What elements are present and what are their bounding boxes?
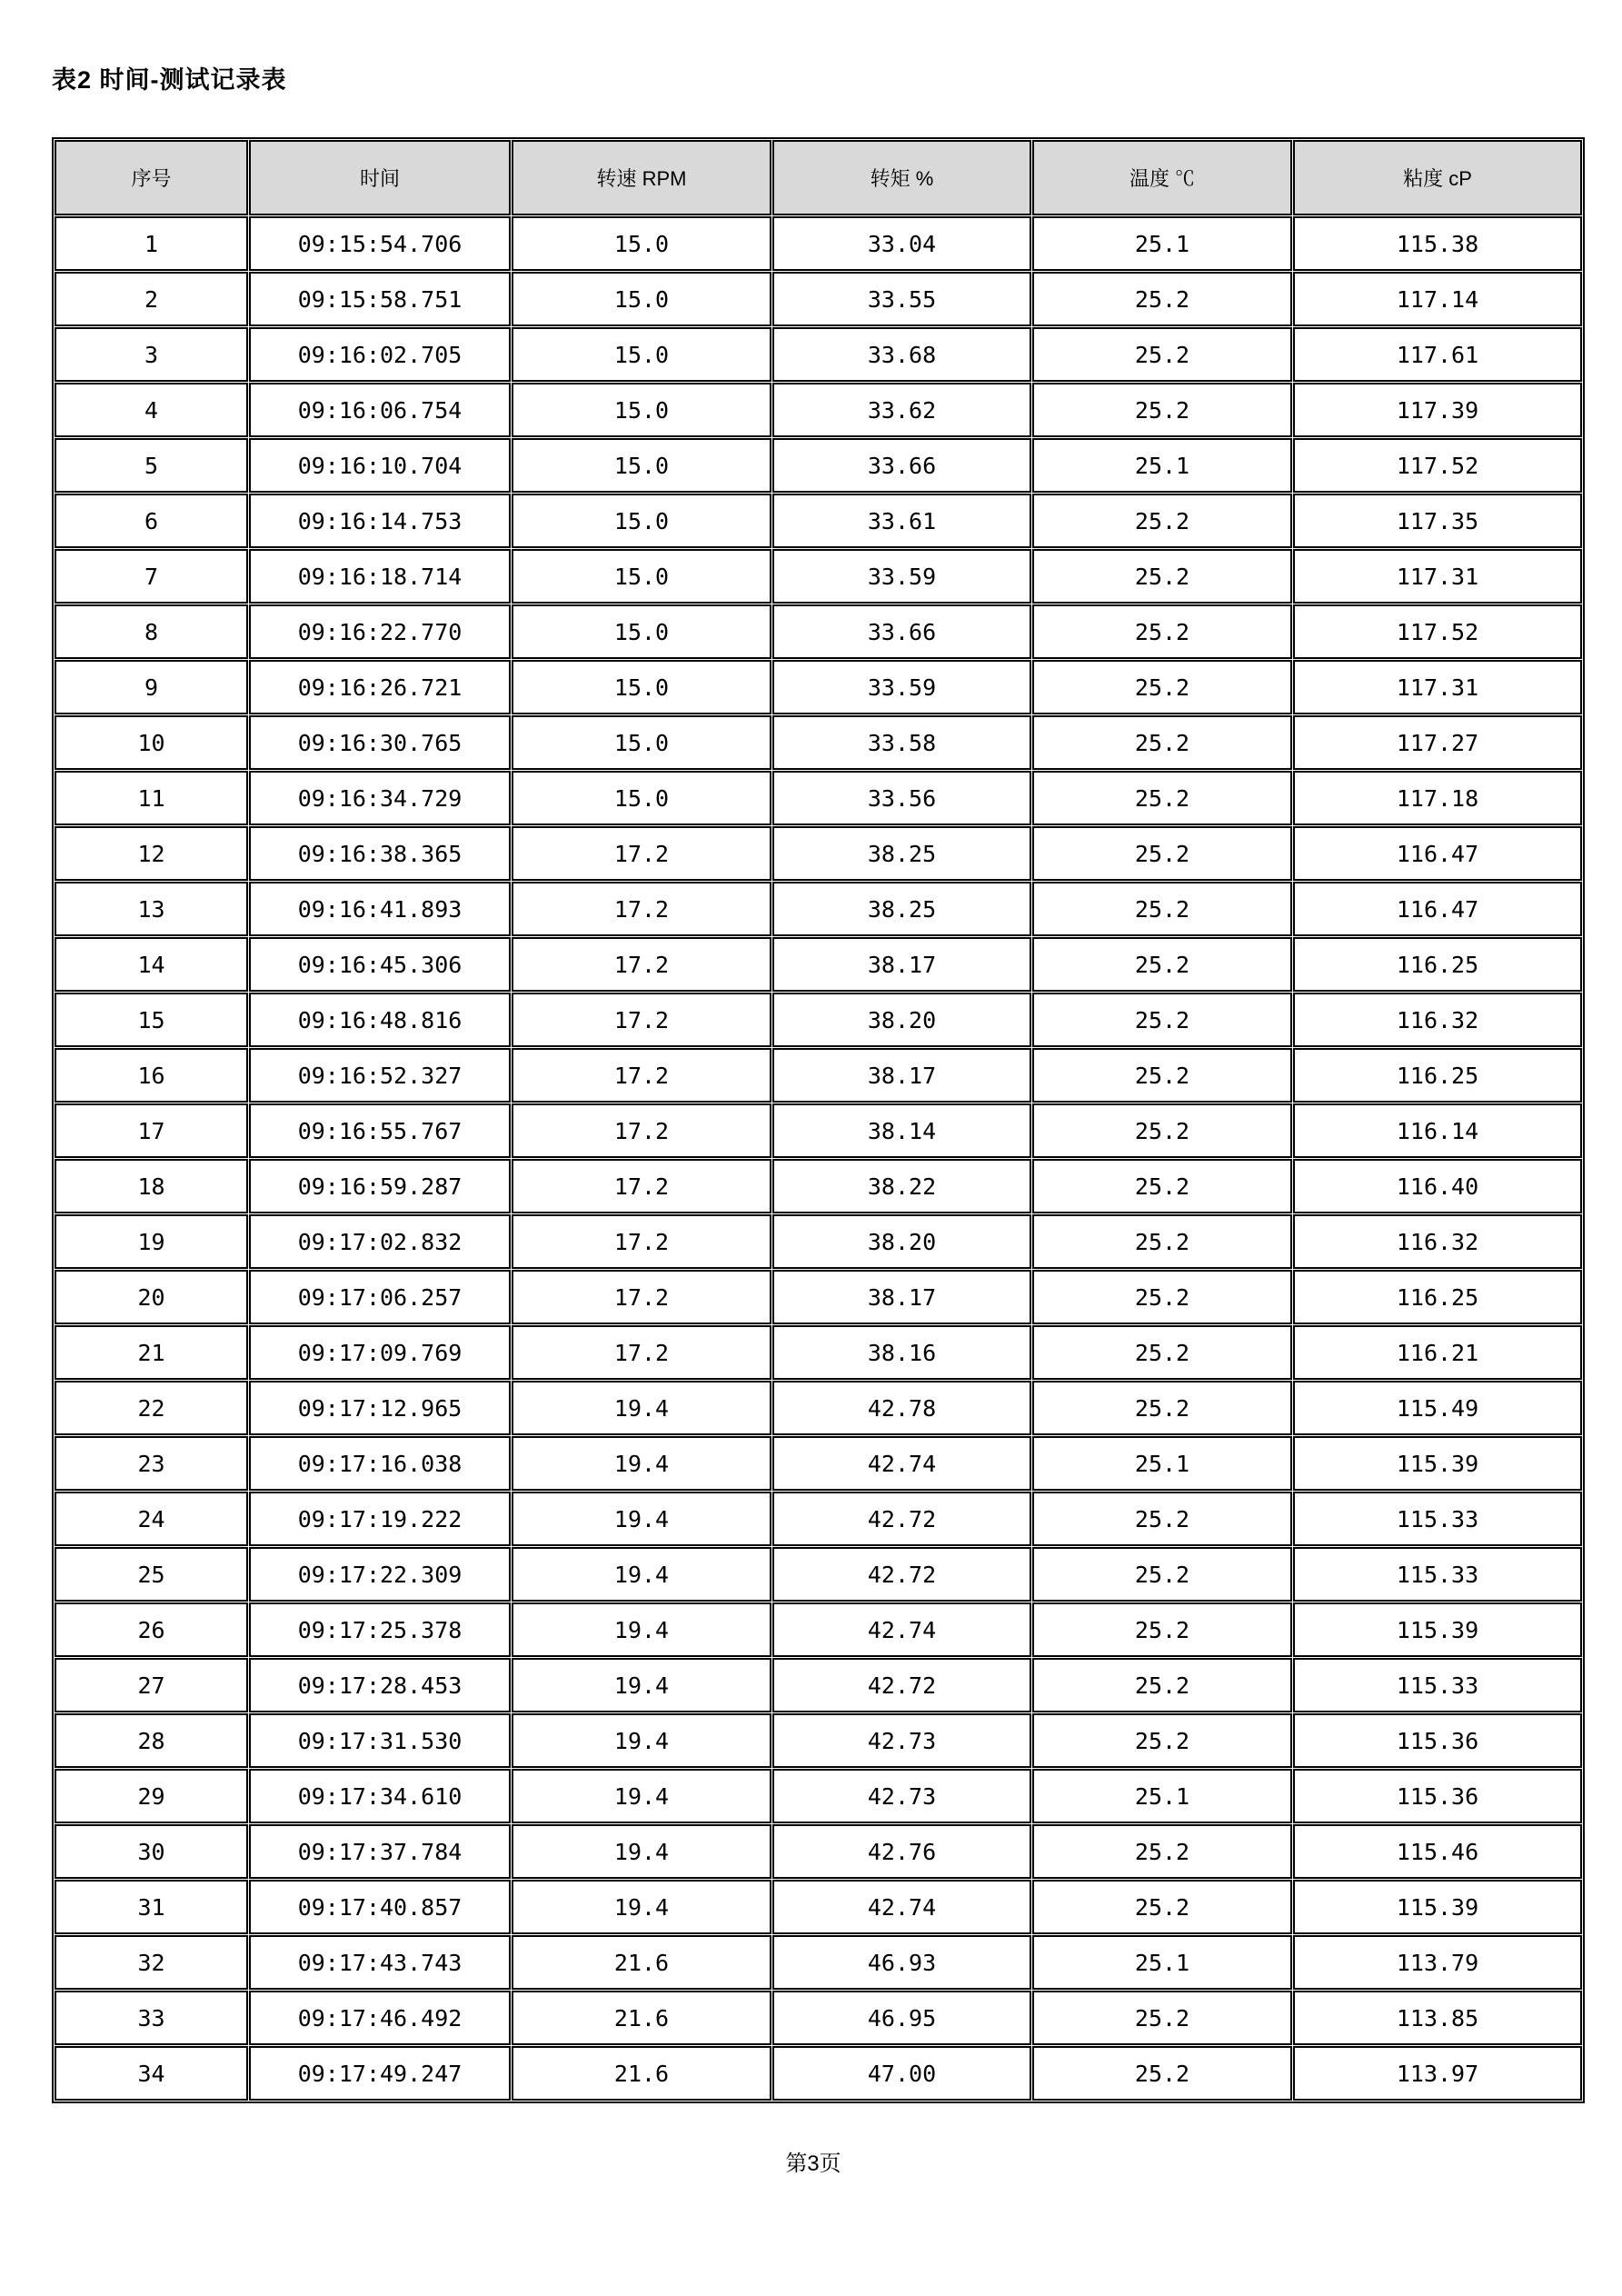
table-cell: 115.36 bbox=[1293, 1769, 1582, 1823]
table-cell: 25.2 bbox=[1032, 272, 1292, 326]
table-cell: 21.6 bbox=[512, 1935, 771, 1990]
table-row bbox=[55, 1159, 1582, 1213]
table-cell: 15.0 bbox=[512, 216, 771, 271]
table-cell: 25.1 bbox=[1032, 1769, 1292, 1823]
table-cell: 21 bbox=[55, 1325, 248, 1380]
table-cell: 25.2 bbox=[1032, 660, 1292, 714]
table-cell: 09:15:58.751 bbox=[249, 272, 511, 326]
table-cell: 17.2 bbox=[512, 937, 771, 992]
table-cell: 33.61 bbox=[772, 494, 1031, 548]
table-cell: 25.2 bbox=[1032, 1048, 1292, 1103]
table-row bbox=[55, 1991, 1582, 2045]
table-cell: 09:16:18.714 bbox=[249, 549, 511, 604]
table-cell: 15.0 bbox=[512, 327, 771, 382]
table-cell: 21.6 bbox=[512, 1991, 771, 2045]
table-row bbox=[55, 327, 1582, 382]
table-cell: 15.0 bbox=[512, 438, 771, 493]
table-cell: 25.2 bbox=[1032, 494, 1292, 548]
table-row bbox=[55, 1713, 1582, 1768]
table-row bbox=[55, 604, 1582, 659]
table-row bbox=[55, 549, 1582, 604]
table-cell: 14 bbox=[55, 937, 248, 992]
table-cell: 25.1 bbox=[1032, 438, 1292, 493]
table-cell: 115.33 bbox=[1293, 1658, 1582, 1712]
table-cell: 42.74 bbox=[772, 1602, 1031, 1657]
table-row bbox=[55, 2046, 1582, 2101]
table-cell: 15.0 bbox=[512, 272, 771, 326]
table-cell: 115.39 bbox=[1293, 1602, 1582, 1657]
column-header: 粘度 cP bbox=[1293, 140, 1582, 215]
table-cell: 09:16:34.729 bbox=[249, 771, 511, 825]
table-cell: 15.0 bbox=[512, 660, 771, 714]
table-cell: 25.2 bbox=[1032, 1547, 1292, 1602]
table-cell: 46.95 bbox=[772, 1991, 1031, 2045]
table-cell: 116.32 bbox=[1293, 993, 1582, 1047]
table-cell: 25.2 bbox=[1032, 1492, 1292, 1546]
table-cell: 25.1 bbox=[1032, 216, 1292, 271]
table-cell: 25.2 bbox=[1032, 715, 1292, 770]
column-header: 序号 bbox=[55, 140, 248, 215]
table-cell: 21.6 bbox=[512, 2046, 771, 2101]
table-cell: 25.2 bbox=[1032, 1325, 1292, 1380]
table-cell: 46.93 bbox=[772, 1935, 1031, 1990]
table-cell: 113.79 bbox=[1293, 1935, 1582, 1990]
table-title: 表2 时间-测试记录表 bbox=[52, 66, 287, 94]
table-cell: 25.2 bbox=[1032, 604, 1292, 659]
table-cell: 09:15:54.706 bbox=[249, 216, 511, 271]
table-cell: 28 bbox=[55, 1713, 248, 1768]
table-row bbox=[55, 1880, 1582, 1934]
table-row bbox=[55, 993, 1582, 1047]
table-cell: 13 bbox=[55, 882, 248, 936]
table-cell: 34 bbox=[55, 2046, 248, 2101]
table-cell: 116.25 bbox=[1293, 1270, 1582, 1324]
table-cell: 25.2 bbox=[1032, 937, 1292, 992]
table-cell: 25.2 bbox=[1032, 1270, 1292, 1324]
table-cell: 42.72 bbox=[772, 1658, 1031, 1712]
table-cell: 33.56 bbox=[772, 771, 1031, 825]
table-cell: 09:16:55.767 bbox=[249, 1103, 511, 1158]
table-cell: 12 bbox=[55, 826, 248, 881]
table-cell: 115.46 bbox=[1293, 1824, 1582, 1879]
table-cell: 25.2 bbox=[1032, 327, 1292, 382]
table-cell: 33.55 bbox=[772, 272, 1031, 326]
table-cell: 116.47 bbox=[1293, 882, 1582, 936]
table-cell: 115.36 bbox=[1293, 1713, 1582, 1768]
page-number: 第3页 bbox=[785, 2151, 841, 2176]
table-cell: 27 bbox=[55, 1658, 248, 1712]
table-cell: 16 bbox=[55, 1048, 248, 1103]
table-cell: 8 bbox=[55, 604, 248, 659]
table-cell: 09:17:02.832 bbox=[249, 1214, 511, 1269]
table-cell: 33.66 bbox=[772, 604, 1031, 659]
table-cell: 116.14 bbox=[1293, 1103, 1582, 1158]
table-cell: 15.0 bbox=[512, 549, 771, 604]
table-cell: 15.0 bbox=[512, 383, 771, 437]
table-cell: 117.31 bbox=[1293, 549, 1582, 604]
table-cell: 17.2 bbox=[512, 1048, 771, 1103]
table-cell: 19.4 bbox=[512, 1602, 771, 1657]
table-cell: 09:16:02.705 bbox=[249, 327, 511, 382]
table-cell: 5 bbox=[55, 438, 248, 493]
table-cell: 6 bbox=[55, 494, 248, 548]
table-cell: 33.04 bbox=[772, 216, 1031, 271]
table-row bbox=[55, 1270, 1582, 1324]
table-cell: 115.33 bbox=[1293, 1492, 1582, 1546]
table-row bbox=[55, 771, 1582, 825]
table-cell: 2 bbox=[55, 272, 248, 326]
table-cell: 15.0 bbox=[512, 604, 771, 659]
table-cell: 113.85 bbox=[1293, 1991, 1582, 2045]
table-cell: 25.2 bbox=[1032, 1381, 1292, 1435]
table-cell: 7 bbox=[55, 549, 248, 604]
table-cell: 117.31 bbox=[1293, 660, 1582, 714]
column-header: 转速 RPM bbox=[512, 140, 771, 215]
table-cell: 25.2 bbox=[1032, 1991, 1292, 2045]
table-cell: 09:17:25.378 bbox=[249, 1602, 511, 1657]
table-cell: 19.4 bbox=[512, 1492, 771, 1546]
table-cell: 38.25 bbox=[772, 826, 1031, 881]
table-cell: 25.2 bbox=[1032, 771, 1292, 825]
table-cell: 25.2 bbox=[1032, 1658, 1292, 1712]
table-cell: 1 bbox=[55, 216, 248, 271]
table-cell: 33 bbox=[55, 1991, 248, 2045]
table-cell: 17.2 bbox=[512, 993, 771, 1047]
table-cell: 17.2 bbox=[512, 1325, 771, 1380]
table-cell: 25.2 bbox=[1032, 882, 1292, 936]
table-cell: 17.2 bbox=[512, 1270, 771, 1324]
table-cell: 25.2 bbox=[1032, 2046, 1292, 2101]
table-cell: 17.2 bbox=[512, 882, 771, 936]
table-cell: 17.2 bbox=[512, 1214, 771, 1269]
table-cell: 09:17:06.257 bbox=[249, 1270, 511, 1324]
table-cell: 25.2 bbox=[1032, 1159, 1292, 1213]
table-row bbox=[55, 1602, 1582, 1657]
table-cell: 17 bbox=[55, 1103, 248, 1158]
table-row bbox=[55, 494, 1582, 548]
table-row bbox=[55, 660, 1582, 714]
table-cell: 115.39 bbox=[1293, 1880, 1582, 1934]
table-cell: 38.17 bbox=[772, 1270, 1031, 1324]
table-cell: 33.59 bbox=[772, 549, 1031, 604]
table-cell: 25.2 bbox=[1032, 1824, 1292, 1879]
table-cell: 38.20 bbox=[772, 993, 1031, 1047]
table-cell: 25.2 bbox=[1032, 1713, 1292, 1768]
table-cell: 117.14 bbox=[1293, 272, 1582, 326]
table-cell: 19.4 bbox=[512, 1880, 771, 1934]
table-row bbox=[55, 438, 1582, 493]
table-cell: 09:16:41.893 bbox=[249, 882, 511, 936]
table-cell: 116.25 bbox=[1293, 937, 1582, 992]
table-cell: 33.62 bbox=[772, 383, 1031, 437]
table-cell: 38.14 bbox=[772, 1103, 1031, 1158]
table-cell: 15 bbox=[55, 993, 248, 1047]
table-cell: 09:17:22.309 bbox=[249, 1547, 511, 1602]
table-cell: 31 bbox=[55, 1880, 248, 1934]
table-cell: 25.2 bbox=[1032, 1602, 1292, 1657]
table-cell: 116.25 bbox=[1293, 1048, 1582, 1103]
table-cell: 09:16:06.754 bbox=[249, 383, 511, 437]
table-row bbox=[55, 1325, 1582, 1380]
table-cell: 33.59 bbox=[772, 660, 1031, 714]
table-cell: 25.2 bbox=[1032, 1103, 1292, 1158]
table-cell: 113.97 bbox=[1293, 2046, 1582, 2101]
table-row bbox=[55, 272, 1582, 326]
table-cell: 10 bbox=[55, 715, 248, 770]
table-cell: 09:17:09.769 bbox=[249, 1325, 511, 1380]
table-cell: 38.17 bbox=[772, 1048, 1031, 1103]
table-cell: 115.49 bbox=[1293, 1381, 1582, 1435]
table-cell: 32 bbox=[55, 1935, 248, 1990]
table-cell: 09:17:28.453 bbox=[249, 1658, 511, 1712]
table-cell: 33.68 bbox=[772, 327, 1031, 382]
table-cell: 42.73 bbox=[772, 1713, 1031, 1768]
table-cell: 42.72 bbox=[772, 1547, 1031, 1602]
table-cell: 17.2 bbox=[512, 1103, 771, 1158]
table-cell: 19.4 bbox=[512, 1769, 771, 1823]
column-header: 时间 bbox=[249, 140, 511, 215]
table-cell: 17.2 bbox=[512, 826, 771, 881]
table-cell: 4 bbox=[55, 383, 248, 437]
table-cell: 3 bbox=[55, 327, 248, 382]
header-row bbox=[55, 140, 1582, 215]
table-cell: 33.66 bbox=[772, 438, 1031, 493]
table-cell: 29 bbox=[55, 1769, 248, 1823]
table-cell: 09:16:52.327 bbox=[249, 1048, 511, 1103]
table-row bbox=[55, 1658, 1582, 1712]
table-cell: 25.2 bbox=[1032, 549, 1292, 604]
table-row bbox=[55, 1103, 1582, 1158]
table-row bbox=[55, 1048, 1582, 1103]
table-cell: 09:16:22.770 bbox=[249, 604, 511, 659]
table-row bbox=[55, 216, 1582, 271]
table-cell: 09:17:16.038 bbox=[249, 1436, 511, 1491]
table-cell: 116.21 bbox=[1293, 1325, 1582, 1380]
table-row bbox=[55, 1769, 1582, 1823]
table-row bbox=[55, 383, 1582, 437]
table-cell: 38.16 bbox=[772, 1325, 1031, 1380]
table-cell: 09:17:12.965 bbox=[249, 1381, 511, 1435]
table-cell: 26 bbox=[55, 1602, 248, 1657]
table-cell: 116.40 bbox=[1293, 1159, 1582, 1213]
table-row bbox=[55, 1547, 1582, 1602]
table-row bbox=[55, 826, 1582, 881]
table-cell: 19.4 bbox=[512, 1381, 771, 1435]
table-cell: 47.00 bbox=[772, 2046, 1031, 2101]
table-cell: 09:17:37.784 bbox=[249, 1824, 511, 1879]
table-cell: 25.2 bbox=[1032, 1880, 1292, 1934]
table-cell: 15.0 bbox=[512, 715, 771, 770]
table-cell: 115.33 bbox=[1293, 1547, 1582, 1602]
column-header: 转矩 % bbox=[772, 140, 1031, 215]
table-cell: 09:17:46.492 bbox=[249, 1991, 511, 2045]
table-row bbox=[55, 882, 1582, 936]
table-cell: 09:16:30.765 bbox=[249, 715, 511, 770]
column-header: 温度 ℃ bbox=[1032, 140, 1292, 215]
table-cell: 38.25 bbox=[772, 882, 1031, 936]
table-cell: 117.27 bbox=[1293, 715, 1582, 770]
table-cell: 38.17 bbox=[772, 937, 1031, 992]
table-cell: 15.0 bbox=[512, 771, 771, 825]
table-cell: 09:16:38.365 bbox=[249, 826, 511, 881]
table-cell: 19 bbox=[55, 1214, 248, 1269]
table-cell: 117.52 bbox=[1293, 438, 1582, 493]
table-cell: 117.39 bbox=[1293, 383, 1582, 437]
table-cell: 19.4 bbox=[512, 1713, 771, 1768]
table-cell: 09:16:10.704 bbox=[249, 438, 511, 493]
table-cell: 117.52 bbox=[1293, 604, 1582, 659]
table-cell: 24 bbox=[55, 1492, 248, 1546]
table-cell: 42.76 bbox=[772, 1824, 1031, 1879]
table-cell: 15.0 bbox=[512, 494, 771, 548]
table-cell: 116.32 bbox=[1293, 1214, 1582, 1269]
table-head bbox=[55, 140, 1582, 215]
table-cell: 42.78 bbox=[772, 1381, 1031, 1435]
table-cell: 09:16:14.753 bbox=[249, 494, 511, 548]
table-cell: 30 bbox=[55, 1824, 248, 1879]
table-row bbox=[55, 1824, 1582, 1879]
time-test-record-table bbox=[52, 137, 1585, 2103]
table-cell: 11 bbox=[55, 771, 248, 825]
table-cell: 09:16:26.721 bbox=[249, 660, 511, 714]
table-cell: 18 bbox=[55, 1159, 248, 1213]
table-cell: 20 bbox=[55, 1270, 248, 1324]
table-row bbox=[55, 1492, 1582, 1546]
table-cell: 42.74 bbox=[772, 1436, 1031, 1491]
table-cell: 17.2 bbox=[512, 1159, 771, 1213]
table-cell: 22 bbox=[55, 1381, 248, 1435]
table-cell: 25.2 bbox=[1032, 383, 1292, 437]
table-cell: 38.20 bbox=[772, 1214, 1031, 1269]
table-row bbox=[55, 1214, 1582, 1269]
table-cell: 116.47 bbox=[1293, 826, 1582, 881]
table-cell: 19.4 bbox=[512, 1658, 771, 1712]
table-cell: 25.1 bbox=[1032, 1935, 1292, 1990]
table-cell: 115.39 bbox=[1293, 1436, 1582, 1491]
table-cell: 19.4 bbox=[512, 1824, 771, 1879]
table-cell: 09:16:59.287 bbox=[249, 1159, 511, 1213]
table-cell: 25.2 bbox=[1032, 1214, 1292, 1269]
table-cell: 19.4 bbox=[512, 1436, 771, 1491]
table-cell: 25.2 bbox=[1032, 993, 1292, 1047]
table-cell: 25 bbox=[55, 1547, 248, 1602]
table-cell: 09:17:19.222 bbox=[249, 1492, 511, 1546]
table-row bbox=[55, 1381, 1582, 1435]
table-cell: 117.35 bbox=[1293, 494, 1582, 548]
table-cell: 25.2 bbox=[1032, 826, 1292, 881]
table-cell: 42.72 bbox=[772, 1492, 1031, 1546]
table-row bbox=[55, 715, 1582, 770]
table-cell: 09:16:45.306 bbox=[249, 937, 511, 992]
table-cell: 9 bbox=[55, 660, 248, 714]
table-cell: 33.58 bbox=[772, 715, 1031, 770]
table-cell: 117.18 bbox=[1293, 771, 1582, 825]
table-cell: 42.74 bbox=[772, 1880, 1031, 1934]
table-row bbox=[55, 1436, 1582, 1491]
table-cell: 25.1 bbox=[1032, 1436, 1292, 1491]
table-row bbox=[55, 1935, 1582, 1990]
table-cell: 23 bbox=[55, 1436, 248, 1491]
table-cell: 115.38 bbox=[1293, 216, 1582, 271]
table-row bbox=[55, 937, 1582, 992]
table-cell: 09:17:49.247 bbox=[249, 2046, 511, 2101]
table-body bbox=[55, 216, 1582, 2101]
table-cell: 09:16:48.816 bbox=[249, 993, 511, 1047]
table-cell: 09:17:34.610 bbox=[249, 1769, 511, 1823]
table-cell: 42.73 bbox=[772, 1769, 1031, 1823]
table-cell: 117.61 bbox=[1293, 327, 1582, 382]
table-cell: 19.4 bbox=[512, 1547, 771, 1602]
table-cell: 09:17:43.743 bbox=[249, 1935, 511, 1990]
table-cell: 09:17:40.857 bbox=[249, 1880, 511, 1934]
table-cell: 09:17:31.530 bbox=[249, 1713, 511, 1768]
table-cell: 38.22 bbox=[772, 1159, 1031, 1213]
